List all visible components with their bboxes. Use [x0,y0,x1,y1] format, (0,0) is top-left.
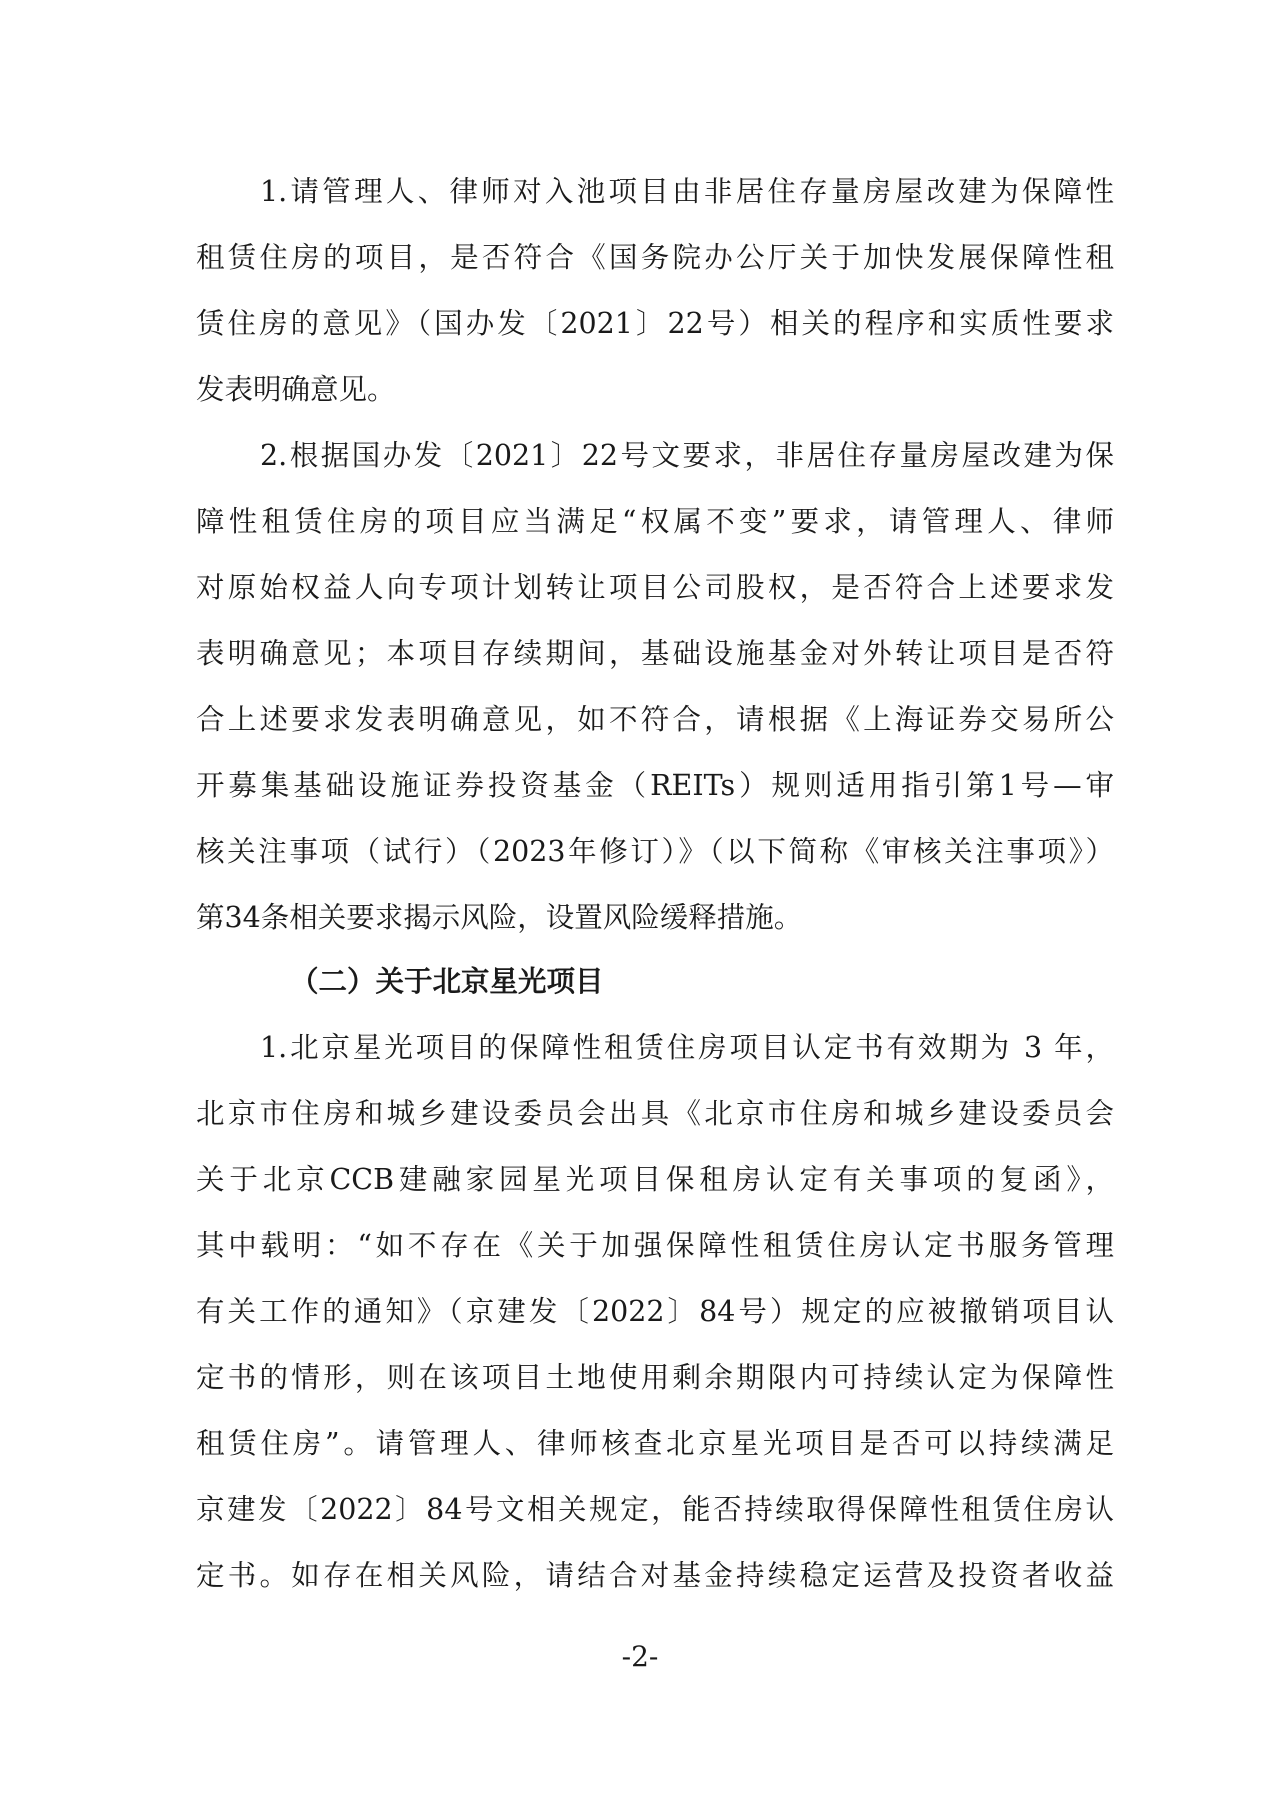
paragraph-2-line-4: 表明确意见；本项目存续期间，基础设施基金对外转让项目是否符 [196,637,1114,670]
paragraph-3-line-7: 租赁住房”。请管理人、律师核查北京星光项目是否可以持续满足 [196,1427,1114,1460]
paragraph-2-line-5: 合上述要求发表明确意见，如不符合，请根据《上海证券交易所公 [196,703,1114,736]
paragraph-2-line-2: 障性租赁住房的项目应当满足“权属不变”要求，请管理人、律师 [196,505,1114,538]
paragraph-3-line-4: 其中载明：“如不存在《关于加强保障性租赁住房认定书服务管理 [196,1229,1114,1262]
paragraph-1-line-2: 租赁住房的项目，是否符合《国务院办公厅关于加快发展保障性租 [196,241,1114,274]
paragraph-2-line-1: 2.根据国办发〔2021〕22号文要求，非居住存量房屋改建为保 [260,439,1114,472]
paragraph-2-line-6: 开募集基础设施证券投资基金（REITs）规则适用指引第1号—审 [196,769,1114,802]
paragraph-2-line-7: 核关注事项（试行）（2023年修订）》（以下简称《审核关注事项》） [196,835,1114,868]
page-number: -2- [621,1640,659,1673]
paragraph-3-line-6: 定书的情形，则在该项目土地使用剩余期限内可持续认定为保障性 [196,1361,1114,1394]
paragraph-1-line-3: 赁住房的意见》（国办发〔2021〕22号）相关的程序和实质性要求 [196,307,1114,340]
paragraph-2-line-8: 第34条相关要求揭示风险，设置风险缓释措施。 [196,901,803,934]
paragraph-3-line-5: 有关工作的通知》（京建发〔2022〕84号）规定的应被撤销项目认 [196,1295,1114,1328]
paragraph-2-line-3: 对原始权益人向专项计划转让项目公司股权，是否符合上述要求发 [196,571,1114,604]
section-heading: （二）关于北京星光项目 [290,965,604,998]
paragraph-1-line-4: 发表明确意见。 [196,373,396,406]
paragraph-3-line-8: 京建发〔2022〕84号文相关规定，能否持续取得保障性租赁住房认 [196,1493,1114,1526]
paragraph-3-line-9: 定书。如存在相关风险，请结合对基金持续稳定运营及投资者收益 [196,1559,1114,1592]
paragraph-1-line-1: 1.请管理人、律师对入池项目由非居住存量房屋改建为保障性 [260,175,1114,208]
paragraph-3-line-2: 北京市住房和城乡建设委员会出具《北京市住房和城乡建设委员会 [196,1097,1114,1130]
paragraph-3-line-1: 1.北京星光项目的保障性租赁住房项目认定书有效期为 3 年， [260,1031,1114,1064]
paragraph-3-line-3: 关于北京CCB建融家园星光项目保租房认定有关事项的复函》， [196,1163,1114,1196]
